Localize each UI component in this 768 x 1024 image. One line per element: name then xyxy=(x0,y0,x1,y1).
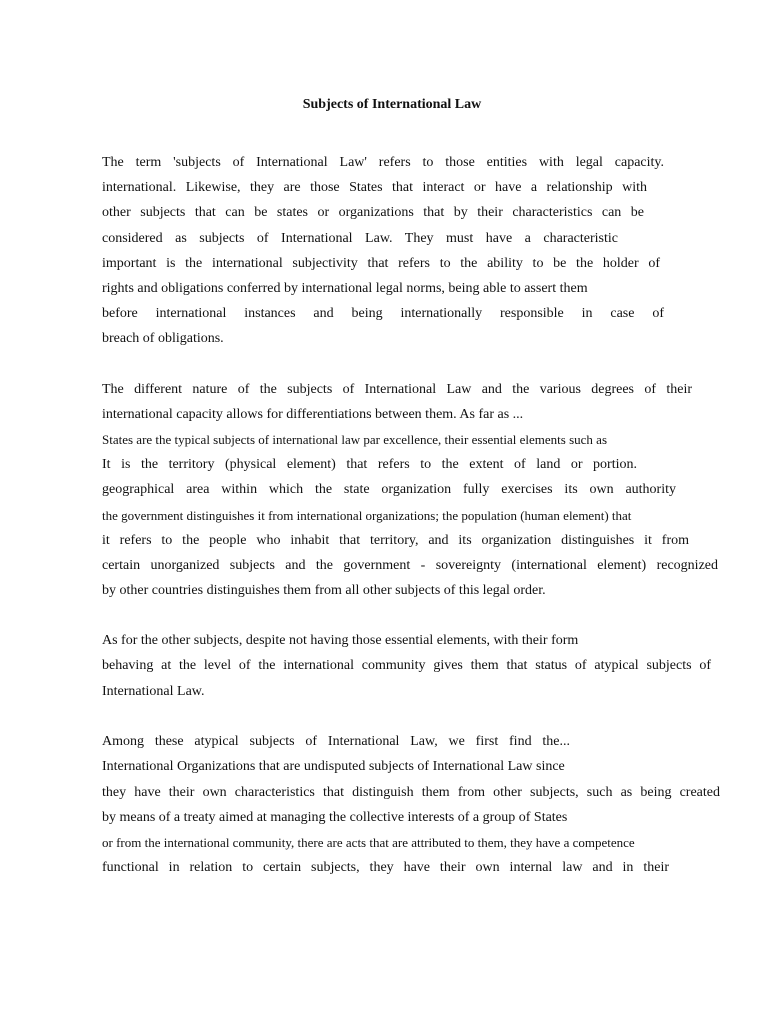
paragraph-4-line-3: they have their own characteristics that distinguish them from other subjects, such as being created xyxy=(102,785,720,800)
paragraph-2-line-9: by other countries distinguishes them from all other subjects of this legal order. xyxy=(102,583,546,598)
paragraph-1-line-5: important is the international subjectivity that refers to the ability to be the holder of xyxy=(102,256,660,271)
paragraph-2-line-3: States are the typical subjects of international law par excellence, their essential elements such as xyxy=(102,432,608,447)
paragraph-3-line-2: behaving at the level of the international community gives them that status of atypical subjects of xyxy=(102,658,711,673)
paragraph-3-line-3: International Law. xyxy=(102,684,205,699)
paragraph-1-line-6: rights and obligations conferred by international legal norms, being able to assert them xyxy=(102,281,588,296)
paragraph-2-line-2: international capacity allows for differentiations between them. As far as ... xyxy=(102,407,524,422)
paragraph-2-line-5: geographical area within which the state organization fully exercises its own authority xyxy=(102,482,676,497)
paragraph-2-line-7: it refers to the people who inhabit that territory, and its organization distinguishes it from xyxy=(102,533,689,548)
paragraph-4-line-5: or from the international community, there are acts that are attributed to them, they have a competence xyxy=(102,835,635,850)
paragraph-2-line-8: certain unorganized subjects and the government - sovereignty (international element) recognized xyxy=(102,558,718,573)
paragraph-4-line-6: functional in relation to certain subjects, they have their own internal law and in their xyxy=(102,860,669,875)
paragraph-3-line-1: As for the other subjects, despite not having those essential elements, with their form xyxy=(102,633,579,648)
paragraph-4-line-2: International Organizations that are undisputed subjects of International Law since xyxy=(102,759,565,774)
paragraph-1-line-7: before international instances and being internationally responsible in case of xyxy=(102,306,664,321)
paragraph-1-line-2: international. Likewise, they are those States that interact or have a relationship with xyxy=(102,180,647,195)
paragraph-4-line-1: Among these atypical subjects of International Law, we first find the... xyxy=(102,734,570,749)
paragraph-1-line-1: The term 'subjects of International Law' refers to those entities with legal capacity. xyxy=(102,155,664,170)
paragraph-2-line-4: It is the territory (physical element) that refers to the extent of land or portion. xyxy=(102,457,637,472)
paragraph-1-line-4: considered as subjects of International Law. They must have a characteristic xyxy=(102,231,618,246)
paragraph-1-line-8: breach of obligations. xyxy=(102,331,224,346)
paragraph-1-line-3: other subjects that can be states or organizations that by their characteristics can be xyxy=(102,205,644,220)
paragraph-2-line-1: The different nature of the subjects of International Law and the various degrees of their xyxy=(102,382,692,397)
paragraph-4-line-4: by means of a treaty aimed at managing the collective interests of a group of States xyxy=(102,810,568,825)
document-title: Subjects of International Law xyxy=(302,97,482,112)
paragraph-2-line-6: the government distinguishes it from international organizations; the population (human element) that xyxy=(102,508,632,523)
